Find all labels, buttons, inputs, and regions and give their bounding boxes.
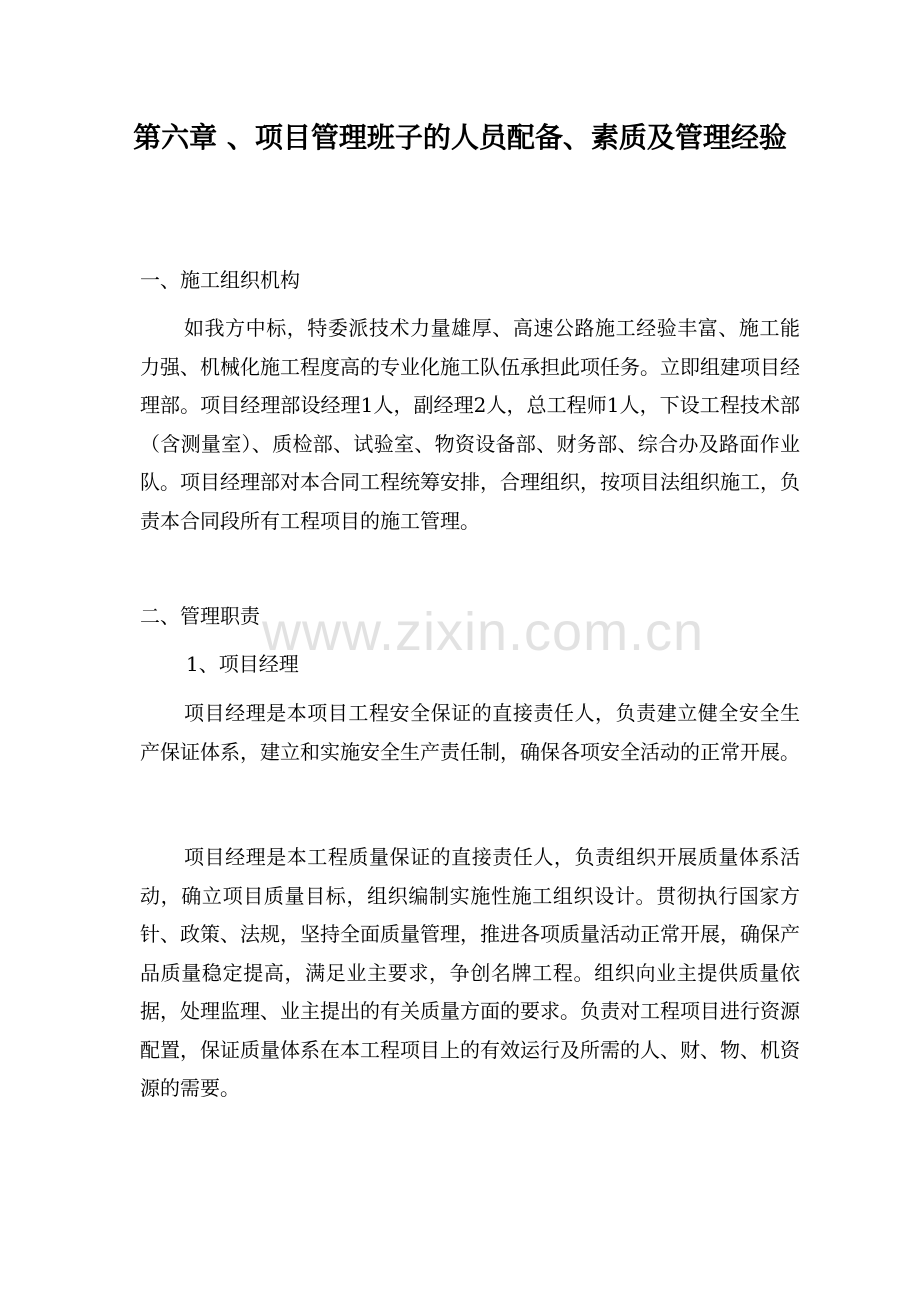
chapter-title: 第六章 、项目管理班子的人员配备、素质及管理经验 (133, 121, 787, 154)
watermark: www.zixin.com.cn (262, 602, 705, 662)
paragraph-organization: 如我方中标，特委派技术力量雄厚、高速公路施工经验丰富、施工能力强、机械化施工程度高的专业化施工队伍承担此项任务。立即组建项目经理部。项目经理部设经理1人，副经理2人，总工程师1人，下设工程技术部（含测量室）、质检部、试验室、物资设备部、财务部、综合办及路面作业队。项目经理部对本合同工程统筹安排，合理组织，按项目法组织施工，负责本合同段所有工程项目的施工管理。 (140, 316, 800, 533)
section-heading-responsibilities: 二、管理职责 (140, 604, 260, 628)
section-heading-organization: 一、施工组织机构 (140, 268, 300, 292)
paragraph-quality-responsibility: 项目经理是本工程质量保证的直接责任人，负责组织开展质量体系活动，确立项目质量目标，组织编制实施性施工组织设计。贯彻执行国家方针、政策、法规，坚持全面质量管理，推进各项质量活动正常开展，确保产品质量稳定提高，满足业主要求，争创名牌工程。组织向业主提供质量依据，处理监理、业主提出的有关质量方面的要求。负责对工程项目进行资源配置，保证质量体系在本工程项目上的有效运行及所需的人、财、物、机资源的需要。 (140, 845, 800, 1100)
subsection-heading-project-manager: 1、项目经理 (186, 652, 299, 676)
paragraph-safety-responsibility: 项目经理是本项目工程安全保证的直接责任人，负责建立健全安全生产保证体系，建立和实施安全生产责任制，确保各项安全活动的正常开展。 (140, 701, 800, 764)
